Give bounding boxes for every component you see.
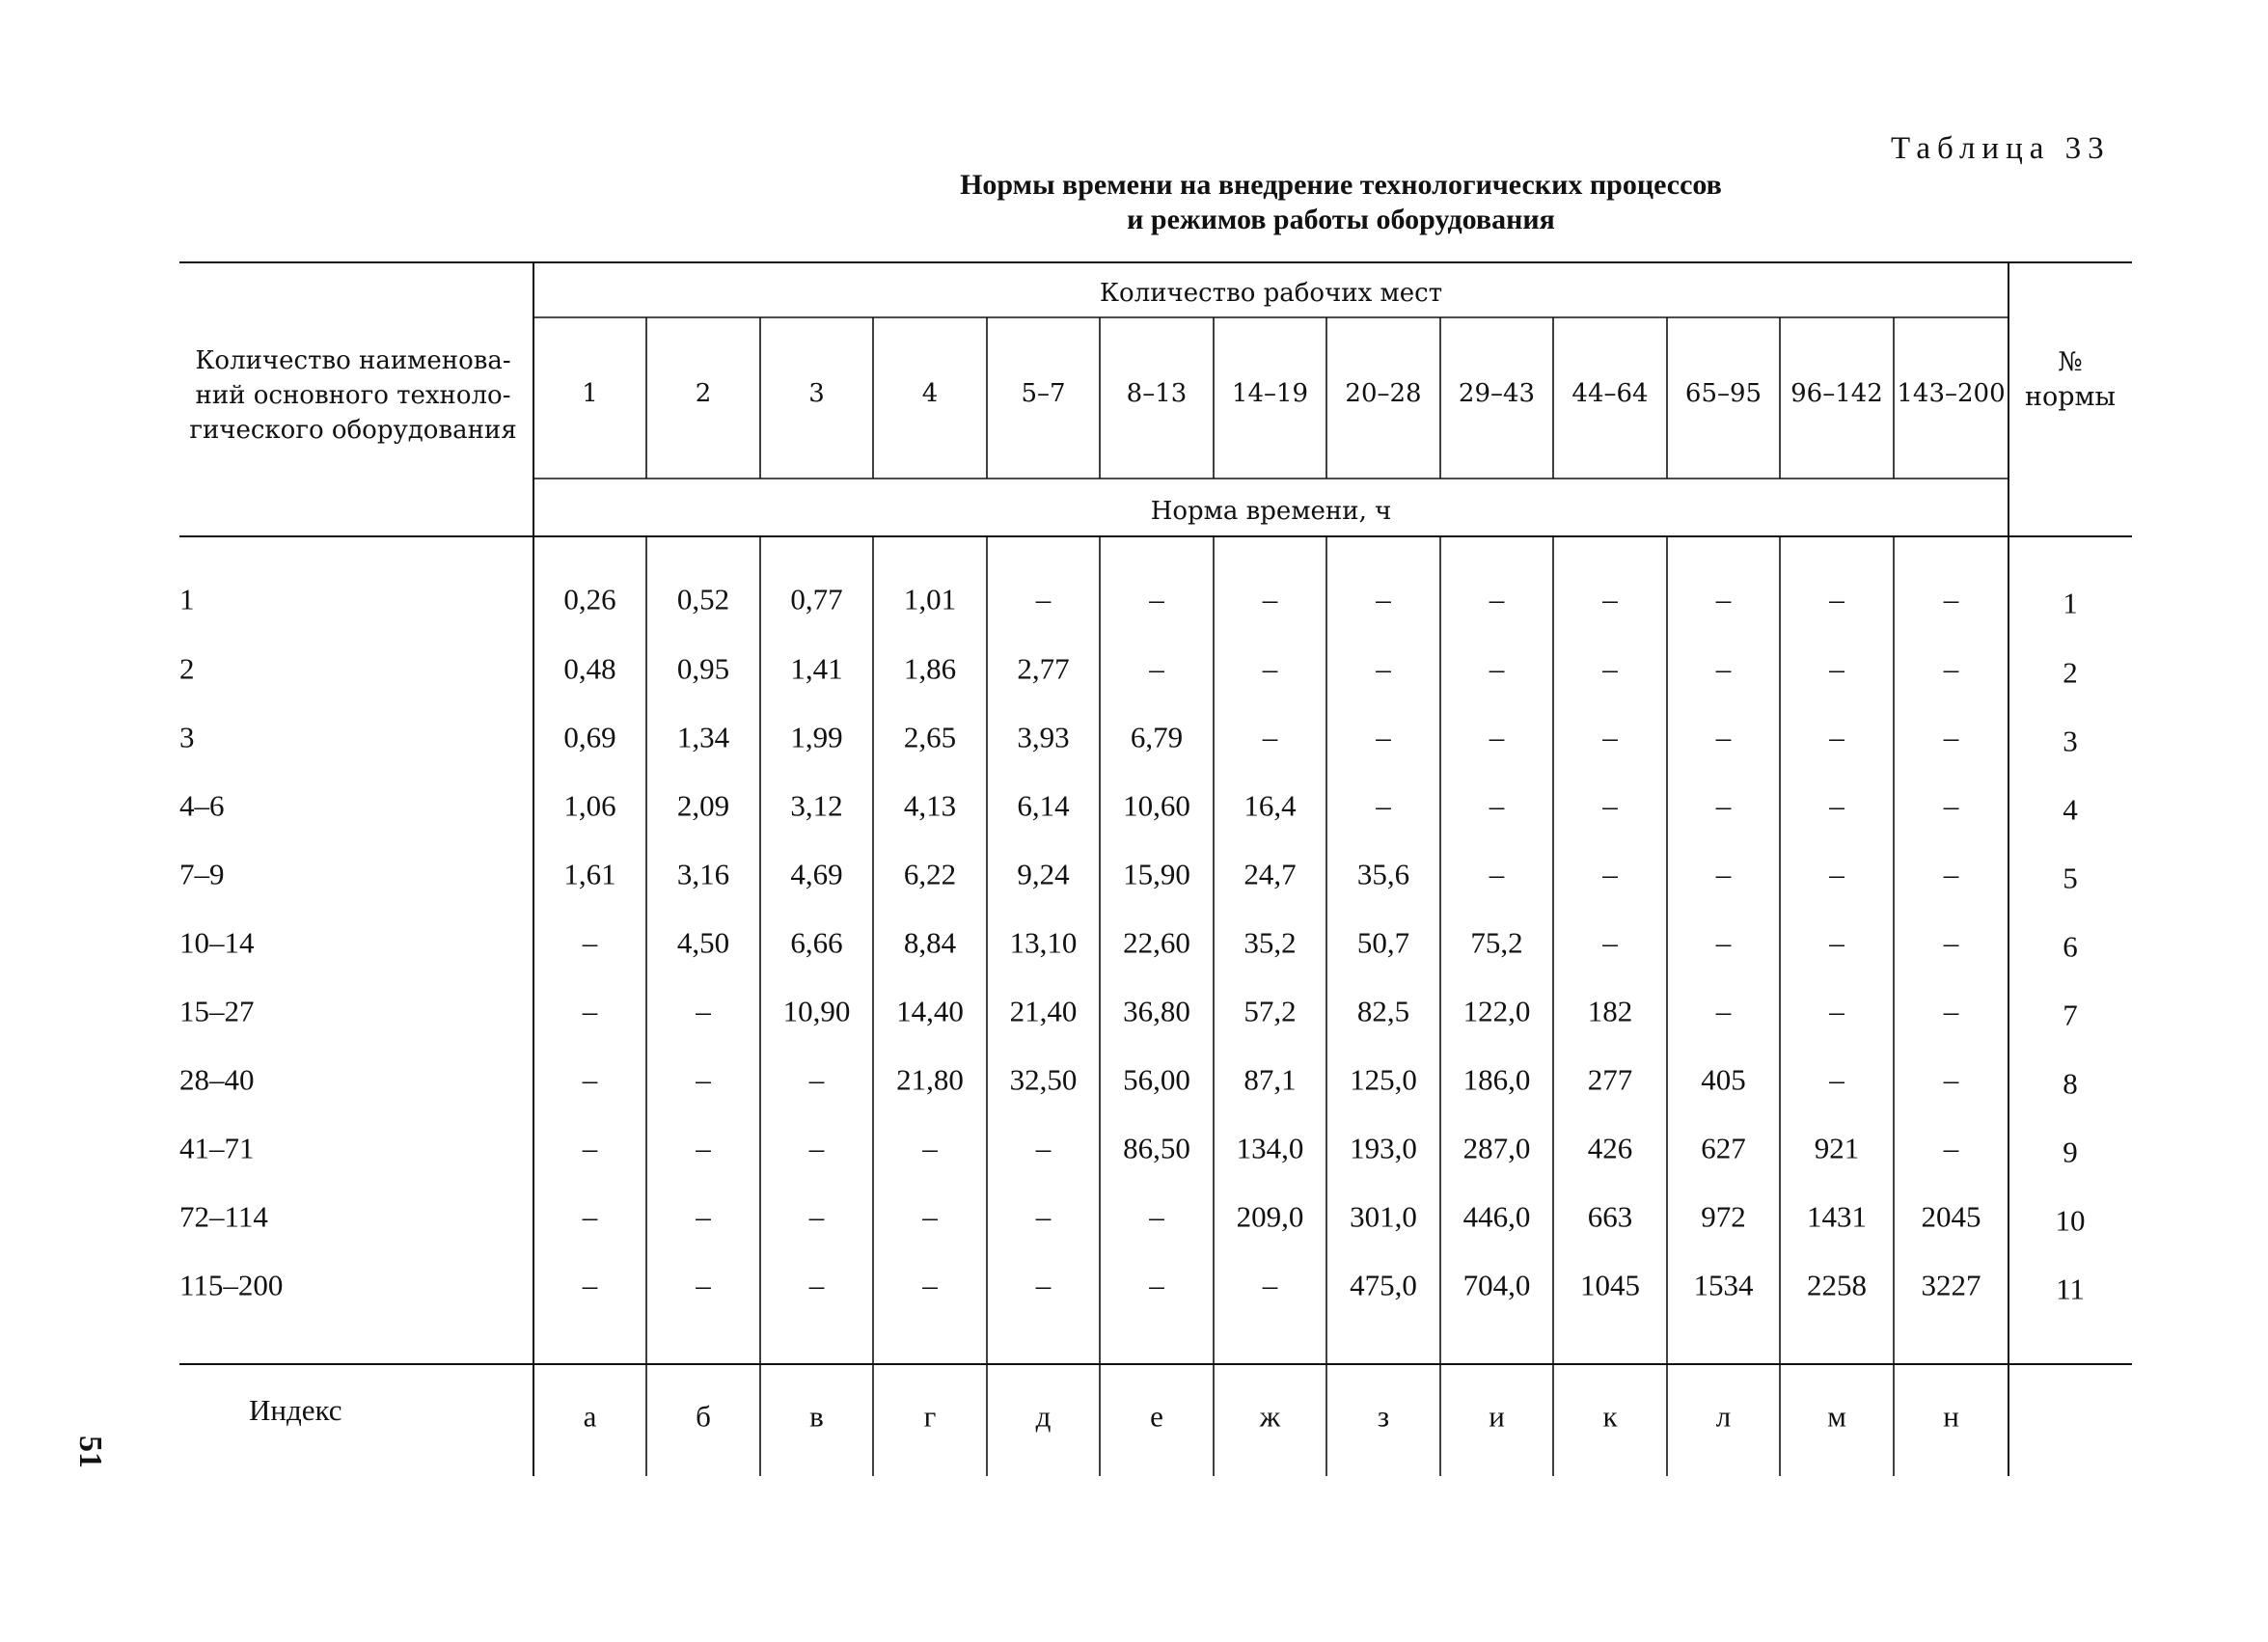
table-cell: 122,0 (1462, 994, 1531, 1028)
norm-number: 3 (2063, 724, 2078, 758)
table-cell: 82,5 (1356, 994, 1410, 1028)
table-cell: – (1149, 1268, 1164, 1302)
table-cell: 8,84 (903, 925, 957, 960)
table-cell: – (1715, 994, 1732, 1028)
table-cell: 2,09 (676, 788, 730, 823)
table-cell: 32,50 (1009, 1062, 1078, 1097)
table-cell: 2045 (1921, 1199, 1981, 1234)
table-cell: – (1943, 582, 1959, 616)
column-header: 4 (921, 379, 939, 408)
table-cell: – (1602, 788, 1618, 823)
table-cell: – (1943, 925, 1959, 960)
index-letter: и (1489, 1399, 1505, 1434)
row-label: 72–114 (179, 1199, 268, 1234)
table-cell: – (1149, 582, 1164, 616)
title-line: Нормы времени на внедрение технологических процессов (960, 169, 1722, 201)
table-cell: 57,2 (1243, 994, 1297, 1028)
index-letter: г (923, 1399, 937, 1434)
table-cell: 24,7 (1243, 857, 1297, 891)
table-cell: – (582, 1131, 598, 1165)
column-header: 29–43 (1458, 379, 1536, 408)
table-cell: – (1149, 651, 1164, 686)
table-cell: 3227 (1921, 1268, 1981, 1302)
index-letter: н (1943, 1399, 1959, 1434)
table-cell: 21,80 (896, 1062, 964, 1097)
index-letter: ж (1259, 1399, 1281, 1434)
table-cell: – (1262, 1268, 1278, 1302)
table-cell: – (1489, 788, 1505, 823)
table-cell: – (1829, 1062, 1844, 1097)
index-letter: л (1715, 1399, 1732, 1434)
table-cell: 15,90 (1123, 857, 1190, 891)
table-cell: – (1489, 582, 1505, 616)
table-cell: – (1943, 788, 1959, 823)
table-cell: – (808, 1062, 825, 1097)
table-cell: – (1489, 720, 1505, 754)
table-cell: 475,0 (1350, 1268, 1417, 1302)
norm-number-header-line: № (2058, 347, 2083, 377)
table-cell: 125,0 (1350, 1062, 1417, 1097)
row-label: 115–200 (179, 1268, 284, 1302)
workplaces-header: Количество рабочих мест (1099, 279, 1443, 308)
table-cell: – (808, 1199, 825, 1234)
table-cell: – (1602, 857, 1618, 891)
index-label: Индекс (249, 1393, 342, 1427)
table-cell: – (1376, 651, 1391, 686)
table-cell: 13,10 (1009, 925, 1078, 960)
table-cell: – (1943, 1062, 1959, 1097)
index-letter: м (1827, 1399, 1846, 1434)
table-cell: – (808, 1268, 825, 1302)
table-cell: – (1943, 651, 1959, 686)
table-cell: – (1489, 857, 1505, 891)
table-cell: – (1602, 925, 1618, 960)
table-cell: 1431 (1807, 1199, 1867, 1234)
table-cell: 405 (1701, 1062, 1746, 1097)
column-header: 20–28 (1345, 379, 1422, 408)
stub-header-line: гического оборудования (189, 416, 517, 445)
table-cell: 3,93 (1017, 720, 1070, 754)
row-label: 10–14 (179, 925, 255, 960)
index-letter: з (1377, 1399, 1390, 1434)
table-cell: 1,61 (563, 857, 616, 891)
norm-number: 9 (2063, 1135, 2078, 1169)
table-cell: 287,0 (1462, 1131, 1531, 1165)
table-cell: – (1376, 582, 1391, 616)
table-cell: – (1715, 857, 1732, 891)
table-cell: 0,52 (676, 582, 730, 616)
table-cell: 3,16 (676, 857, 730, 891)
table-cell: – (582, 925, 598, 960)
table-cell: 56,00 (1123, 1062, 1190, 1097)
table-cell: 0,77 (790, 582, 843, 616)
table-cell: 4,13 (903, 788, 957, 823)
table-cell: 2258 (1807, 1268, 1867, 1302)
table-cell: 426 (1587, 1131, 1633, 1165)
table-cell: – (696, 1268, 711, 1302)
column-header: 14–19 (1231, 379, 1309, 408)
table-cell: – (582, 1199, 598, 1234)
table-cell: 3,12 (790, 788, 843, 823)
index-letter: д (1035, 1399, 1052, 1434)
table-cell: 277 (1587, 1062, 1633, 1097)
table-cell: 186,0 (1462, 1062, 1531, 1097)
index-letter: к (1602, 1399, 1618, 1434)
index-letter: б (696, 1399, 711, 1434)
table-cell: – (1035, 1131, 1052, 1165)
table-cell: – (582, 1062, 598, 1097)
table-cell: – (1943, 994, 1959, 1028)
table-cell: – (1602, 720, 1618, 754)
column-header: 2 (695, 379, 712, 408)
table-cell: 663 (1587, 1199, 1633, 1234)
column-header: 8–13 (1126, 379, 1188, 408)
row-label: 1 (179, 582, 195, 616)
table-cell: 4,69 (790, 857, 843, 891)
table-cell: 87,1 (1243, 1062, 1297, 1097)
norm-number: 2 (2063, 655, 2078, 690)
table-cell: 0,69 (563, 720, 616, 754)
table-cell: – (922, 1268, 938, 1302)
stub-header-line: Количество наименова- (195, 346, 511, 375)
row-label: 2 (179, 651, 195, 686)
row-label: 4–6 (179, 788, 225, 823)
table-cell: – (1602, 582, 1618, 616)
table-cell: 1534 (1693, 1268, 1754, 1302)
norm-number: 1 (2063, 586, 2078, 620)
table-cell: – (1262, 720, 1278, 754)
table-cell: – (1829, 788, 1844, 823)
table-cell: 1045 (1580, 1268, 1640, 1302)
column-header: 44–64 (1571, 379, 1649, 408)
table-cell: – (808, 1131, 825, 1165)
table-number-label: Таблица 33 (1891, 131, 2111, 166)
table-cell: 301,0 (1350, 1199, 1417, 1234)
norm-number: 4 (2063, 792, 2078, 827)
table-cell: 0,26 (563, 582, 616, 616)
table-cell: – (1943, 857, 1959, 891)
table-cell: 2,77 (1017, 651, 1070, 686)
table-cell: 16,4 (1243, 788, 1297, 823)
norm-number-header-line: нормы (2024, 382, 2117, 412)
norm-number: 5 (2063, 861, 2078, 895)
norm-number: 10 (2055, 1203, 2086, 1238)
table-cell: 1,06 (563, 788, 616, 823)
stub-header-line: ний основного техноло- (195, 381, 511, 410)
norm-number: 11 (2056, 1272, 2085, 1306)
table-cell: 1,99 (790, 720, 843, 754)
table-cell: 36,80 (1123, 994, 1190, 1028)
table-cell: – (1715, 925, 1732, 960)
table-cell: 86,50 (1123, 1131, 1190, 1165)
table-cell: – (696, 994, 711, 1028)
table-cell: – (1829, 994, 1844, 1028)
norm-number: 8 (2063, 1066, 2078, 1101)
row-label: 15–27 (179, 994, 255, 1028)
index-letter: в (809, 1399, 824, 1434)
table-cell: 22,60 (1123, 925, 1190, 960)
norm-number: 7 (2063, 998, 2078, 1032)
table-cell: 6,22 (903, 857, 957, 891)
table-cell: 2,65 (903, 720, 957, 754)
norm-time-header: Норма времени, ч (1150, 497, 1392, 526)
table-cell: – (922, 1199, 938, 1234)
table-cell: – (1376, 720, 1391, 754)
table-cell: 704,0 (1462, 1268, 1531, 1302)
row-label: 7–9 (179, 857, 225, 891)
table-cell: 9,24 (1017, 857, 1070, 891)
table-cell: – (1715, 788, 1732, 823)
table-cell: 0,48 (563, 651, 616, 686)
column-header: 65–95 (1684, 379, 1762, 408)
table-cell: 10,90 (782, 994, 851, 1028)
row-label: 41–71 (179, 1131, 255, 1165)
column-header: 143–200 (1897, 379, 2006, 408)
table-cell: – (1943, 720, 1959, 754)
column-header: 96–142 (1790, 379, 1883, 408)
table-cell: – (922, 1131, 938, 1165)
table-cell: – (1035, 582, 1052, 616)
table-cell: – (1715, 582, 1732, 616)
table-cell: 193,0 (1350, 1131, 1417, 1165)
table-cell: – (582, 1268, 598, 1302)
table-cell: 1,86 (903, 651, 957, 686)
table-cell: – (1149, 1199, 1164, 1234)
table-cell: – (1262, 582, 1278, 616)
table-cell: – (1829, 582, 1844, 616)
table-cell: – (696, 1131, 711, 1165)
page-number: 51 (72, 1436, 108, 1468)
column-header: 3 (808, 379, 825, 408)
table-cell: – (1829, 651, 1844, 686)
table-cell: 134,0 (1236, 1131, 1304, 1165)
table-cell: 10,60 (1123, 788, 1190, 823)
table-cell: 14,40 (896, 994, 964, 1028)
table-cell: – (1715, 720, 1732, 754)
table-cell: – (1035, 1268, 1052, 1302)
title-line: и режимов работы оборудования (1127, 204, 1555, 235)
table-cell: 4,50 (676, 925, 730, 960)
table-cell: 35,2 (1243, 925, 1297, 960)
table-cell: – (696, 1199, 711, 1234)
table-cell: 6,79 (1130, 720, 1184, 754)
table-cell: 921 (1814, 1131, 1860, 1165)
table-cell: 627 (1701, 1131, 1746, 1165)
table-cell: 35,6 (1356, 857, 1410, 891)
table-cell: 6,14 (1017, 788, 1070, 823)
table-cell: 182 (1587, 994, 1633, 1028)
table-cell: – (696, 1062, 711, 1097)
table-cell: – (1376, 788, 1391, 823)
table-cell: 1,41 (790, 651, 843, 686)
table-cell: – (1829, 925, 1844, 960)
table-cell: 6,66 (790, 925, 843, 960)
table-cell: – (1829, 720, 1844, 754)
table-cell: 50,7 (1356, 925, 1410, 960)
row-label: 3 (179, 720, 195, 754)
table-cell: 209,0 (1236, 1199, 1304, 1234)
table-cell: – (1715, 651, 1732, 686)
index-letter: е (1150, 1399, 1163, 1434)
table-cell: 972 (1701, 1199, 1746, 1234)
table-cell: – (582, 994, 598, 1028)
norm-number: 6 (2063, 929, 2078, 964)
table-cell: – (1262, 651, 1278, 686)
column-header: 5–7 (1021, 379, 1066, 408)
table-cell: 0,95 (676, 651, 730, 686)
table-cell: – (1943, 1131, 1959, 1165)
table-cell: 446,0 (1462, 1199, 1531, 1234)
table-cell: – (1602, 651, 1618, 686)
row-label: 28–40 (179, 1062, 255, 1097)
table-cell: 1,01 (903, 582, 957, 616)
table-cell: 1,34 (676, 720, 730, 754)
table-cell: – (1829, 857, 1844, 891)
table-cell: – (1035, 1199, 1052, 1234)
index-letter: а (583, 1399, 597, 1434)
column-header: 1 (582, 379, 598, 408)
table-cell: 21,40 (1009, 994, 1078, 1028)
table-cell: 75,2 (1470, 925, 1523, 960)
table-cell: – (1489, 651, 1505, 686)
